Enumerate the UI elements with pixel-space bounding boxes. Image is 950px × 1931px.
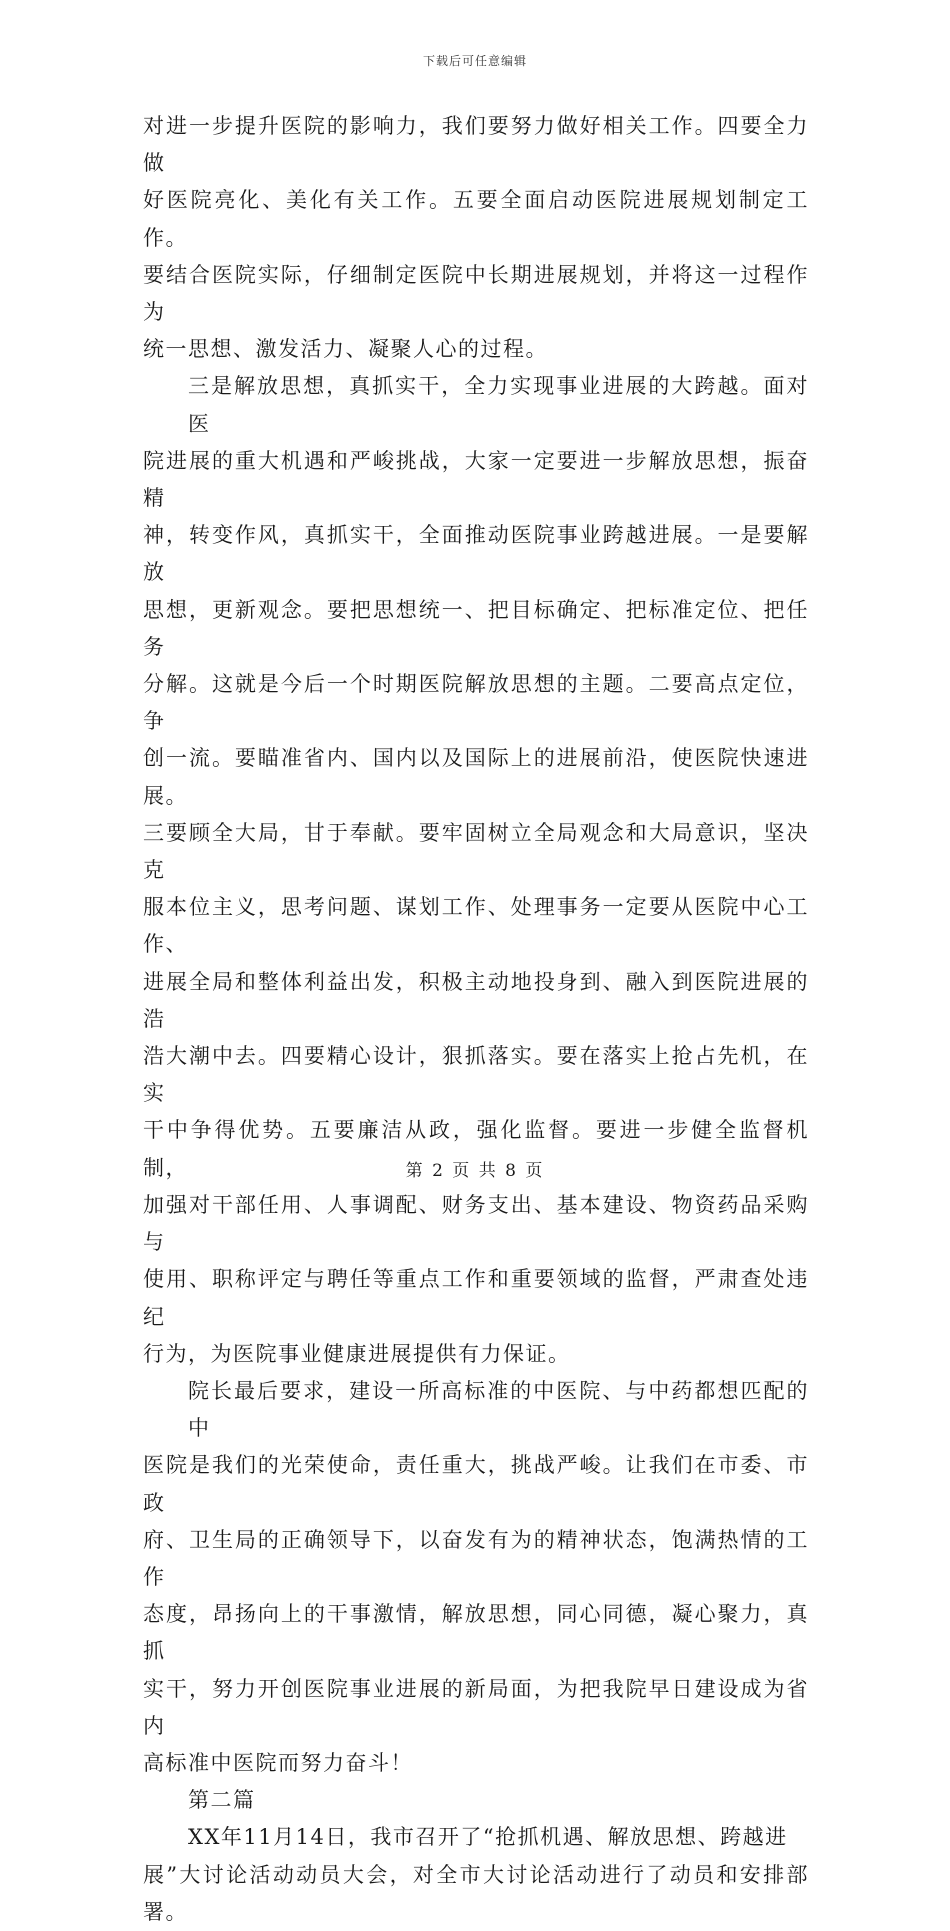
text-line: 分解。这就是今后一个时期医院解放思想的主题。二要高点定位，争 bbox=[143, 672, 809, 734]
text-line: XX年11月14日，我市召开了“抢抓机遇、解放思想、跨越进 bbox=[188, 1825, 788, 1850]
text-line: 第二篇 bbox=[188, 1788, 256, 1813]
paragraph-5 bbox=[143, 1819, 809, 1931]
text-line: 加强对干部任用、人事调配、财务支出、基本建设、物资药品采购与 bbox=[143, 1192, 809, 1255]
text-line: 对进一步提升医院的影响力，我们要努力做好相关工作。四要全力做 bbox=[143, 114, 809, 176]
paragraph-1 bbox=[143, 108, 809, 368]
text-line: 医院是我们的光荣使命，责任重大，挑战严峻。让我们在市委、市政 bbox=[143, 1453, 809, 1515]
document-body bbox=[143, 108, 809, 1931]
text-line: 高标准中医院而努力奋斗！ bbox=[143, 1750, 413, 1775]
text-line: 行为，为医院事业健康进展提供有力保证。 bbox=[143, 1341, 571, 1366]
text-line: 创一流。要瞄准省内、国内以及国际上的进展前沿，使医院快速进展。 bbox=[143, 746, 809, 808]
paragraph-3 bbox=[143, 1373, 809, 1782]
text-line: 要结合医院实际，仔细制定医院中长期进展规划，并将这一过程作为 bbox=[143, 262, 809, 325]
text-line: 服本位主义，思考问题、谋划工作、处理事务一定要从医院中心工作、 bbox=[143, 895, 809, 957]
text-line: 三要顾全大局，甘于奉献。要牢固树立全局观念和大局意识，坚决克 bbox=[143, 820, 809, 883]
text-line: 使用、职称评定与聘任等重点工作和重要领域的监督，严肃查处违纪 bbox=[143, 1267, 809, 1329]
text-line: 干中争得优势。五要廉洁从政，强化监督。要进一步健全监督机制， bbox=[143, 1118, 809, 1180]
text-line: 浩大潮中去。四要精心设计，狠抓落实。要在落实上抢占先机，在实 bbox=[143, 1044, 809, 1106]
text-line: 府、卫生局的正确领导下，以奋发有为的精神状态，饱满热情的工作 bbox=[143, 1527, 809, 1589]
paragraph-2 bbox=[143, 368, 809, 1372]
text-line: 三是解放思想，真抓实干，全力实现事业进展的大跨越。面对医 bbox=[188, 374, 809, 436]
text-line: 统一思想、激发活力、凝聚人心的过程。 bbox=[143, 337, 548, 362]
text-line: 院进展的重大机遇和严峻挑战，大家一定要进一步解放思想，振奋精 bbox=[143, 448, 809, 511]
text-line: 实干，努力开创医院事业进展的新局面，为把我院早日建设成为省内 bbox=[143, 1676, 809, 1738]
text-line: 思想，更新观念。要把思想统一、把目标确定、把标准定位、把任务 bbox=[143, 597, 809, 659]
text-line: 院长最后要求，建设一所高标准的中医院、与中药都想匹配的中 bbox=[188, 1378, 809, 1441]
text-line: 展”大讨论活动动员大会，对全市大讨论活动进行了动员和安排部署。 bbox=[143, 1862, 809, 1924]
section-heading bbox=[143, 1782, 809, 1819]
page-header: 下载后可任意编辑 bbox=[422, 54, 527, 68]
text-line: 态度，昂扬向上的干事激情，解放思想，同心同德，凝心聚力，真抓 bbox=[143, 1602, 809, 1664]
text-line: 好医院亮化、美化有关工作。五要全面启动医院进展规划制定工作。 bbox=[143, 188, 809, 250]
text-line: 神，转变作风，真抓实干，全面推动医院事业跨越进展。一是要解放 bbox=[143, 523, 809, 585]
text-line: 进展全局和整体利益出发，积极主动地投身到、融入到医院进展的浩 bbox=[143, 969, 809, 1031]
page-footer: 第 2 页 共 8 页 bbox=[405, 1161, 545, 1181]
